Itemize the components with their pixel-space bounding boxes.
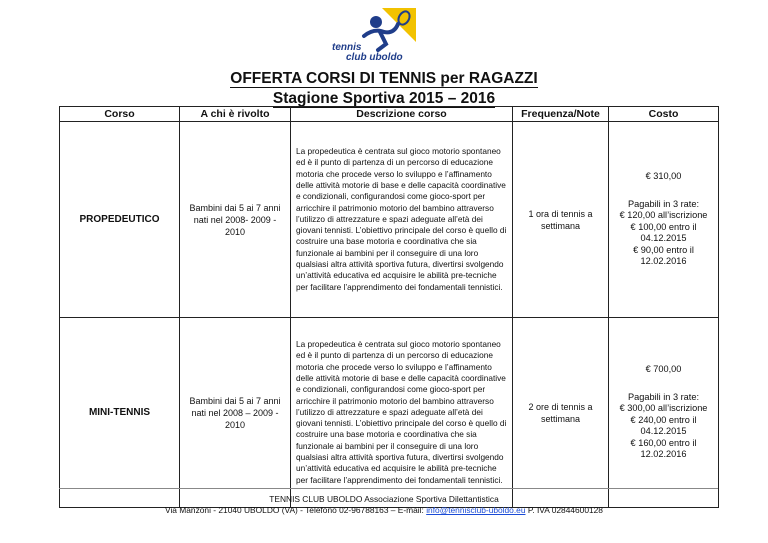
svg-text:club uboldo: club uboldo (346, 52, 403, 62)
header-target: A chi è rivolto (180, 107, 291, 122)
svg-text:tennis: tennis (332, 42, 362, 53)
cost-line: € 160,00 entro il 12.02.2016 (630, 437, 697, 460)
footer-organization: TENNIS CLUB UBOLDO Associazione Sportiva Dilettantistica (269, 494, 499, 504)
header-frequency: Frequenza/Note (513, 107, 609, 122)
footer-address: Via Manzoni - 21040 UBOLDO (VA) - Telefono 02-96788163 – E-mail: (165, 505, 427, 515)
footer-vat: P. IVA 02844600128 (525, 505, 603, 515)
course-name: MINI-TENNIS (60, 318, 180, 508)
course-cost (609, 318, 719, 508)
cost-line: € 90,00 entro il 12.02.2016 (633, 244, 694, 267)
cost-line: € 240,00 entro il 04.12.2015 (630, 414, 697, 437)
header-description: Descrizione corso (291, 107, 513, 122)
cost-line: € 100,00 entro il 04.12.2015 (630, 221, 697, 244)
course-description: La propedeutica è centrata sul gioco motorio spontaneo ed è il punto di partenza di un percorso di educazione motoria che procede verso lo sviluppo e l’affinamento delle attività motorie di base e delle capacità coordinative e condizionali, configurandosi come gioco-sport per arricchire il patrimonio motorio del bambino attraverso l’utilizzo di attrezzature e spazi adeguate all’età dei giovani tennisti. L’obiettivo principale del corso è quello di costruire una base motoria e coordinativa che sia funzionale ai bambini per il conseguire di una loro qualsiasi altra attività sportiva futura, divertirsi svolgendo un’attività educativa ed acquisire le abilità pre-tecniche per facilitare l’apprendimento dei fondamentali tennistici. (291, 122, 513, 318)
page-title: OFFERTA CORSI DI TENNIS per RAGAZZI (230, 70, 538, 87)
footer-contacts (0, 505, 768, 515)
cost-price: € 310,00 (645, 170, 682, 181)
footer-divider (59, 488, 718, 489)
course-frequency: 2 ore di tennis a settimana (513, 318, 609, 508)
table-row (60, 318, 719, 508)
header-corso: Corso (60, 107, 180, 122)
table-row (60, 122, 719, 318)
cost-line: Pagabili in 3 rate: (628, 198, 699, 209)
course-target: Bambini dai 5 ai 7 anni nati nel 2008- 2009 - 2010 (180, 122, 291, 318)
header-cost: Costo (609, 107, 719, 122)
course-name: PROPEDEUTICO (60, 122, 180, 318)
course-cost (609, 122, 719, 318)
course-frequency: 1 ora di tennis a settimana (513, 122, 609, 318)
courses-table (59, 106, 719, 508)
course-description: La propedeutica è centrata sul gioco motorio spontaneo ed è il punto di partenza di un percorso di educazione motoria che procede verso lo sviluppo e l’affinamento delle attività motorie di base e delle capacità coordinative e condizionali, configurandosi come gioco-sport per arricchire il patrimonio motorio del bambino attraverso l’utilizzo di attrezzature e spazi adeguate all’età dei giovani tennisti. L’obiettivo principale del corso è quello di costruire una base motoria e coordinativa che sia funzionale ai bambini per il conseguire di una loro qualsiasi altra attività sportiva futura, divertirsi svolgendo un’attività educativa ed acquisire le abilità pre-tecniche per facilitare l’apprendimento dei fondamentali tennistici. (291, 318, 513, 508)
cost-line: € 300,00 all’iscrizione (619, 403, 708, 414)
footer-email-link[interactable]: info@tennisclub-uboldo.eu (426, 505, 526, 515)
cost-line: € 120,00 all’iscrizione (619, 210, 708, 221)
course-target: Bambini dai 5 ai 7 anni nati nel 2008 – 2009 - 2010 (180, 318, 291, 508)
table-header-row (60, 107, 719, 122)
cost-line: Pagabili in 3 rate: (628, 391, 699, 402)
page-subtitle: Stagione Sportiva 2015 – 2016 (272, 90, 496, 107)
tennis-club-uboldo-logo (324, 6, 434, 62)
cost-price: € 700,00 (645, 363, 682, 374)
